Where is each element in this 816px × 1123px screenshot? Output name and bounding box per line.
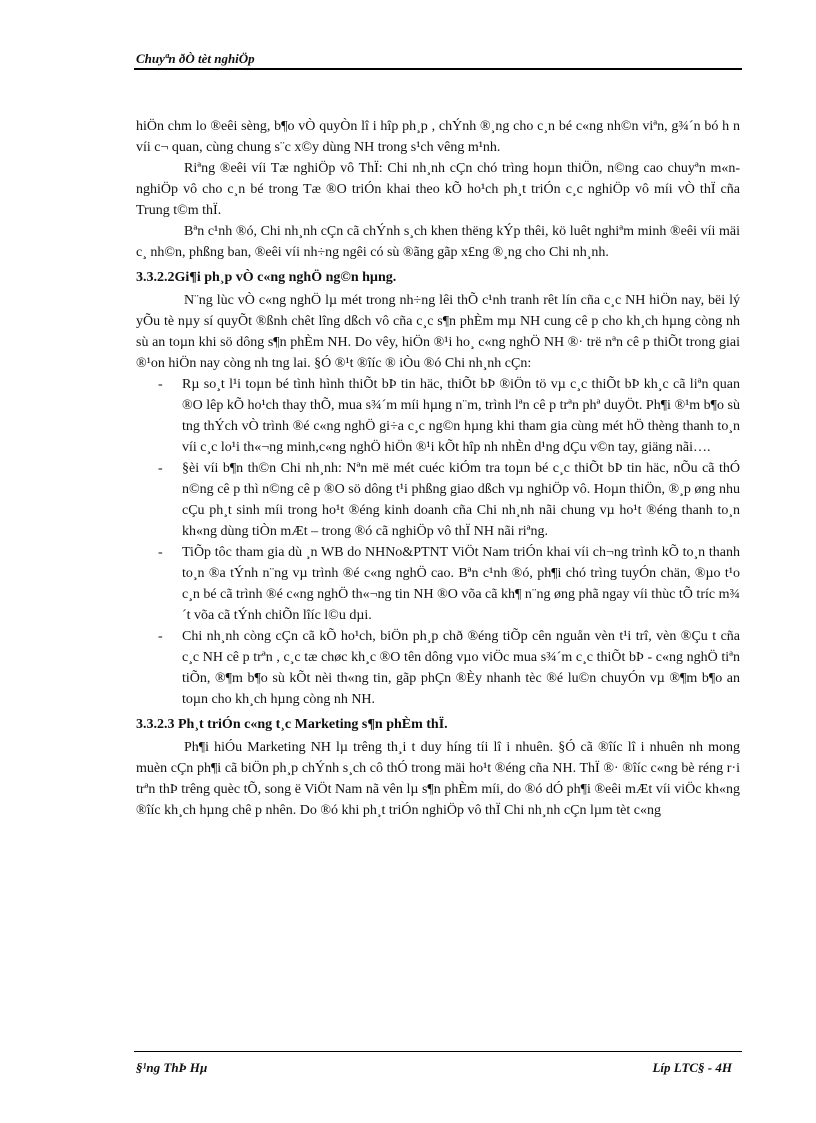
footer-author: §¹ng ThÞ Hµ <box>136 1060 208 1075</box>
footer-class: Líp LTC§ - 4H <box>652 1060 732 1075</box>
section-heading: 3.3.2.2Gi¶i ph¸p vÒ c«ng nghÖ ng©n hµng. <box>136 270 397 285</box>
paragraph: Bªn c¹nh ®ó, Chi nh¸nh cÇn cã chÝnh s¸ch khen thëng kÝp thêi, kö luêt nghiªm minh ®eêi víi mäi c¸ nh©n, phßng ban, ®eêi víi nh÷ng ngêi có sù ®ãng gãp x£ng ®¸ng cho Chi nh¸nh. <box>136 224 740 260</box>
dash-bullet: - <box>158 377 163 392</box>
list-item <box>136 374 740 458</box>
list-item-text: Rµ so¸t l¹i toµn bé tình hình thiÕt bÞ tin häc, thiÕt bÞ ®iÖn tö vµ c¸c thiÕt bÞ kh¸c cã liªn quan ®O lêp kÕ ho¹ch thay thÕ, mua s¾´m míi hµng n¨m, trình lªn cê p trªn phª duyÖt. Ph¶i ®¹m b¶o sù tng thÝch vÒ trình ®é c«ng nghÖ gi÷a c¸c ng©n hµng khi tham gia cùng mét hÖ thèng thanh to¸n víi c¸c lo¹i th«¬ng minh,c«ng nghÖ hiÖn ®¹i kÕt hîp nh nhÈn d¹ng dÇu v©n tay, giäng nãi…. <box>182 377 740 455</box>
list-item-text: TiÕp tôc tham gia dù ¸n WB do NHNo&PTNT ViÖt Nam triÓn khai víi ch¬ng trình kÕ to¸n thanh to¸n ®a tÝnh n¨ng vµ trình ®é c«ng nghÖ cao. Bªn c¹nh ®ó, ph¶i chó trìng tuyÓn chän, ®µo t¹o c¸n bé cã trình ®é c«ng nghÖ th«¬ng tin NH ®O võa cã kh¶ n¨ng øng phã ngay víi thùc tÕ tríc m¾´t võa cã tÝnh chiÕn lîíc l©u dµi. <box>182 545 740 623</box>
page-header <box>134 50 740 68</box>
paragraph: N¨ng lùc vÒ c«ng nghÖ lµ mét trong nh÷ng lêi thÕ c¹nh tranh rêt lín cña c¸c NH hiÖn nay, bëi lý yÕu tè nµy sí quyÕt ®ßnh chêt lîng dßch vô cña c¸c s¶n phÈm mµ NH cung cê p cho kh¸ch hµng còng nh sù an toµn khi sö dông s¶n phÈm NH. Do vêy, hiÖn ®¹i ho¸ c«ng nghÖ NH ®· trë nªn cê p thiÕt trong giai ®¹on hiÖn nay còng nh tng lai. §Ó ®¹t ®îíc ® iÒu ®ó Chi nh¸nh cÇn: <box>136 293 740 371</box>
paragraph: hiÖn chm lo ®eêi sèng, b¶o vÒ quyÒn lî i hîp ph¸p , chÝnh ®¸ng cho c¸n bé c«ng nh©n viªn, g¾´n bó h n víi c¬ quan, cùng chung s¨c x©y dùng NH trong s¹ch vêng m¹nh. <box>136 119 740 155</box>
list-item <box>136 458 740 542</box>
section-heading: 3.3.2.3 Ph¸t triÓn c«ng t¸c Marketing s¶n phÈm thÏ. <box>136 717 448 732</box>
list-item <box>136 626 740 710</box>
dash-bullet: - <box>158 629 163 644</box>
paragraph: Riªng ®eêi víi Tæ nghiÖp vô ThÏ: Chi nh¸nh cÇn chó trìng hoµn thiÖn, n©ng cao chuyªn m«n- nghiÖp vô cho c¸n bé trong Tæ ®O triÓn khai theo kÕ ho¹ch ph¸t triÓn c¸c nghiÖp vô míi vÒ thÏ cña Trung t©m thÏ. <box>136 161 740 218</box>
list-item <box>136 542 740 626</box>
footer-rule <box>134 1051 742 1052</box>
list-item-text: Chi nh¸nh còng cÇn cã kÕ ho¹ch, biÖn ph¸p chð ®éng tiÕp cên nguån vèn t¹i trî, vèn ®Çu t cña c¸c NH cê p trªn , c¸c tæ chøc kh¸c ®O tên dông vµo viÖc mua s¾´m c¸c thiÕt bÞ - c«ng nghÖ tiªn tiÕn, ®¶m b¶o sù kÕt nèi th«ng tin, gãp phÇn ®Èy nhanh tèc ®é lu©n chuyÓn vµ ®¶m b¶o an toµn cho kh¸ch hµng còng nh NH. <box>182 629 740 707</box>
dash-bullet: - <box>158 461 163 476</box>
paragraph: Ph¶i hiÓu Marketing NH lµ trêng th¸i t duy híng tíi lî i nhuên. §Ó cã ®îíc lî i nhuên nh mong muèn cÇn ph¶i cã biÖn ph¸p chÝnh s¸ch cô thÓ trong mäi ho¹t ®éng cña NH. ThÏ ®· ®îíc c«ng bè réng r·i trªn thÞ trêng quèc tÕ, song ë ViÖt Nam nã vên lµ s¶n phÈm míi, do ®ó dÓ ph¶i ®eêi mÆt víi viÖc kh«ng ®îíc kh¸ch hµng chê p nhên. Do ®ó khi ph¸t triÓn nghiÖp vô thÏ Chi nh¸nh cÇn lµm tèt c«ng <box>136 740 740 818</box>
dash-bullet: - <box>158 545 163 560</box>
document-body <box>136 116 740 821</box>
header-title: Chuyªn ðÒ tèt nghiÖp <box>136 51 255 66</box>
header-rule <box>134 68 742 70</box>
list-item-text: §èi víi b¶n th©n Chi nh¸nh: Nªn më mét cuéc kiÓm tra toµn bé c¸c thiÕt bÞ tin häc, nÕu cã thÓ n©ng cê p thì n©ng cê p ®O sö dông t¹i phßng giao dßch vµ nghiÖp vô. Hoµn thiÖn, ®¸p øng nhu cÇu ph¸t sinh míi trong ho¹t ®éng kinh doanh cña Chi nh¸nh nãi chung vµ ho¹t ®éng thanh to¸n kh«ng dùng tiÒn mÆt – trong ®ó cã nghiÖp vô thÏ NH nãi riªng. <box>182 461 740 539</box>
